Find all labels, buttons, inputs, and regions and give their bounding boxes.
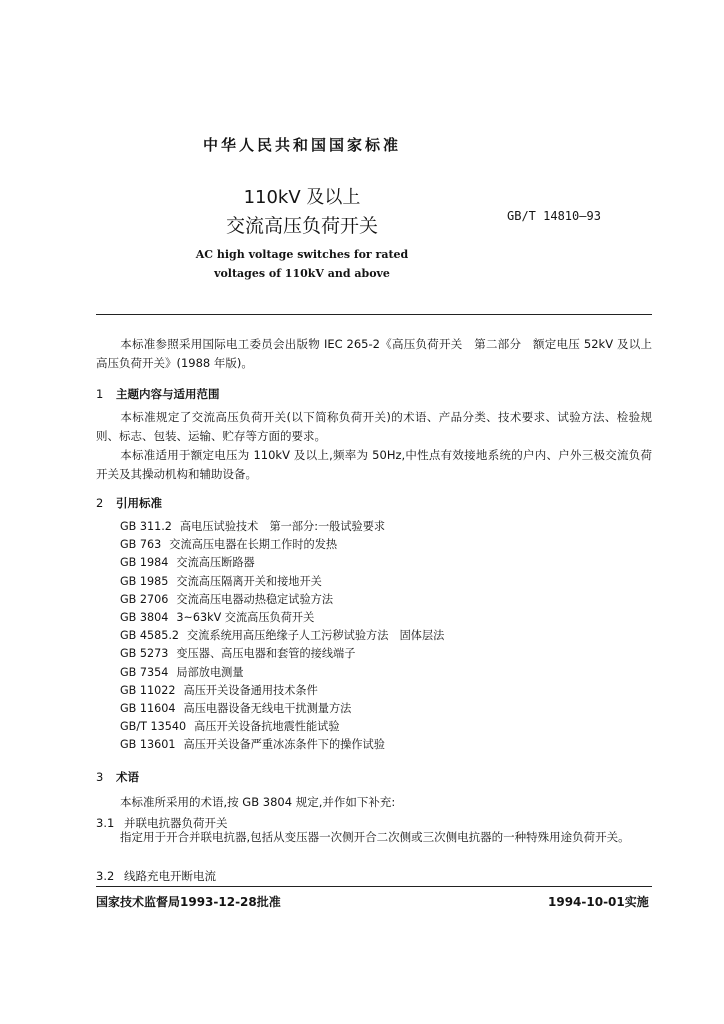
section-3-1-heading: 3.1 并联电抗器负荷开关 (96, 816, 228, 830)
section-1-paragraph-1: 本标准规定了交流高压负荷开关(以下简称负荷开关)的术语、产品分类、技术要求、试验方法、检验规则、标志、包装、运输、贮存等方面的要求。 (96, 410, 652, 443)
reference-item: GB 2706 交流高压电器动热稳定试验方法 (120, 592, 334, 606)
reference-item: GB/T 13540 高压开关设备抗地震性能试验 (120, 720, 340, 734)
reference-item: GB 13601 高压开关设备严重冰冻条件下的操作试验 (120, 738, 385, 752)
approval-info: 国家技术监督局1993-12-28批准 (96, 895, 281, 909)
reference-list (120, 518, 444, 755)
title-line-1: 110kV 及以上 (243, 187, 361, 208)
top-divider (96, 314, 652, 315)
section-1-heading: 1 主题内容与适用范围 (96, 387, 220, 401)
reference-item: GB 1984 交流高压断路器 (120, 556, 255, 570)
implementation-date: 1994-10-01实施 (548, 895, 649, 909)
reference-item: GB 7354 局部放电测量 (120, 665, 244, 679)
reference-item: GB 1985 交流高压隔离开关和接地开关 (120, 574, 322, 588)
reference-item: GB 763 交流高压电器在长期工作时的发热 (120, 538, 338, 552)
reference-item: GB 311.2 高电压试验技术 第一部分:一般试验要求 (120, 520, 386, 533)
section-2-heading: 2 引用标准 (96, 496, 162, 510)
english-title-line-1: AC high voltage switches for rated (195, 248, 409, 261)
national-standard-header: 中华人民共和国国家标准 (202, 136, 401, 154)
standard-number: GB/T 14810—93 (507, 209, 601, 223)
footer-divider (96, 886, 652, 887)
reference-item: GB 5273 变压器、高压电器和套管的接线端子 (120, 647, 356, 661)
reference-item: GB 3804 3~63kV 交流高压负荷开关 (120, 611, 315, 625)
section-3-paragraph: 本标准所采用的术语,按 GB 3804 规定,并作如下补充: (120, 795, 396, 809)
intro-paragraph: 本标准参照采用国际电工委员会出版物 IEC 265-2《高压负荷开关 第二部分 额定电压 52kV 及以上高压负荷开关》(1988 年版)。 (96, 337, 652, 370)
section-3-2-heading: 3.2 线路充电开断电流 (96, 869, 216, 883)
reference-item: GB 11022 高压开关设备通用技术条件 (120, 683, 318, 697)
reference-item: GB 4585.2 交流系统用高压绝缘子人工污秽试验方法 固体层法 (120, 629, 445, 643)
reference-item: GB 11604 高压电器设备无线电干扰测量方法 (120, 702, 352, 716)
section-3-heading: 3 术语 (96, 770, 139, 784)
title-line-2: 交流高压负荷开关 (225, 215, 378, 237)
english-title-line-2: voltages of 110kV and above (214, 267, 390, 280)
section-3-1-paragraph: 指定用于开合并联电抗器,包括从变压器一次侧开合二次侧或三次侧电抗器的一种特殊用途负荷开关。 (120, 830, 630, 844)
section-1-paragraph-2: 本标准适用于额定电压为 110kV 及以上,频率为 50Hz,中性点有效接地系统的户内、户外三极交流负荷开关及其操动机构和辅助设备。 (96, 448, 652, 481)
